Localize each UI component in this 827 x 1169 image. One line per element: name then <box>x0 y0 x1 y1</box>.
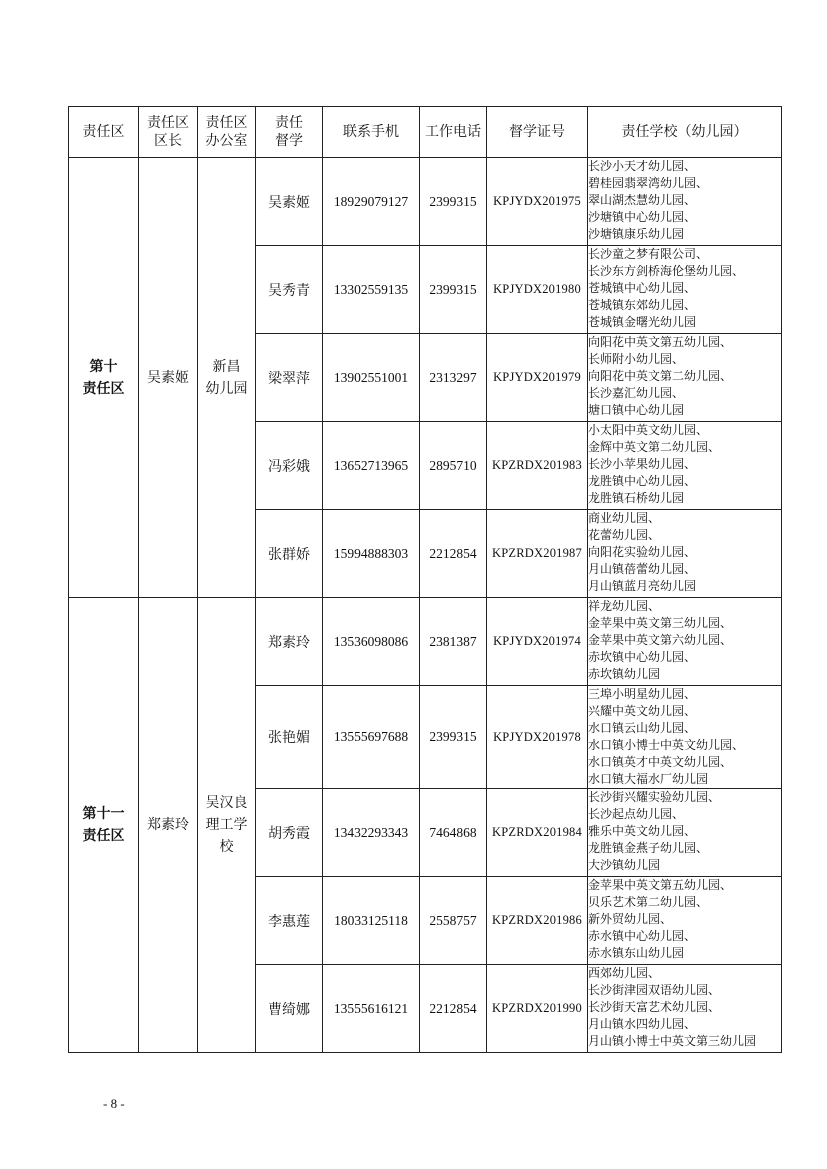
header-line: 责任区 <box>82 124 125 140</box>
school-item: 长沙街兴耀实验幼儿园、 <box>588 790 721 804</box>
supervisor-name: 郑素玲 <box>256 598 323 686</box>
school-list <box>588 789 782 877</box>
cell-line: 校 <box>219 839 234 855</box>
certificate-number: KPJYDX201978 <box>487 686 588 789</box>
school-item: 大沙镇幼儿园 <box>588 858 661 872</box>
school-list <box>588 246 782 334</box>
supervisor-name: 张群娇 <box>256 510 323 598</box>
header-cert <box>487 107 588 158</box>
supervisor-name: 吴素姬 <box>256 158 323 246</box>
table-row <box>69 158 782 246</box>
school-list <box>588 422 782 510</box>
table-row <box>69 598 782 686</box>
school-list <box>588 965 782 1053</box>
certificate-number: KPZRDX201986 <box>487 877 588 965</box>
school-item: 龙胜镇中心幼儿园、 <box>588 474 697 488</box>
school-item: 月山镇蓓蕾幼儿园、 <box>588 562 697 576</box>
mobile-number: 13652713965 <box>323 422 420 510</box>
mobile-number: 13902551001 <box>323 334 420 422</box>
school-list <box>588 686 782 789</box>
certificate-number: KPJYDX201980 <box>487 246 588 334</box>
school-item: 向阳花实验幼儿园、 <box>588 545 697 559</box>
school-item: 月山镇水四幼儿园、 <box>588 1017 697 1031</box>
work-phone: 2212854 <box>420 965 487 1053</box>
work-phone: 7464868 <box>420 789 487 877</box>
school-item: 长沙小天才幼儿园、 <box>588 159 697 173</box>
header-schools <box>588 107 782 158</box>
school-item: 长沙街津园双语幼儿园、 <box>588 983 721 997</box>
school-item: 贝乐艺术第二幼儿园、 <box>588 895 709 909</box>
supervisor-name: 张艳媚 <box>256 686 323 789</box>
cell-line: 第十一 <box>82 806 125 822</box>
header-mobile <box>323 107 420 158</box>
supervisor-name: 吴秀青 <box>256 246 323 334</box>
school-item: 三埠小明星幼儿园、 <box>588 687 697 701</box>
school-item: 龙胜镇石桥幼儿园 <box>588 491 685 505</box>
school-list <box>588 877 782 965</box>
header-tel <box>420 107 487 158</box>
mobile-number: 15994888303 <box>323 510 420 598</box>
certificate-number: KPJYDX201979 <box>487 334 588 422</box>
header-leader <box>139 107 198 158</box>
school-item: 长师附小幼儿园、 <box>588 352 685 366</box>
school-item: 商业幼儿园、 <box>588 511 661 525</box>
mobile-number: 13555616121 <box>323 965 420 1053</box>
school-item: 金苹果中英文第五幼儿园、 <box>588 878 733 892</box>
header-line: 责任区 <box>205 115 248 131</box>
school-item: 长沙童之梦有限公司、 <box>588 247 709 261</box>
school-item: 月山镇小博士中英文第三幼儿园 <box>588 1034 757 1048</box>
school-list <box>588 334 782 422</box>
header-line: 联系手机 <box>343 124 399 140</box>
header-line: 责任 <box>275 115 303 131</box>
header-region <box>69 107 139 158</box>
mobile-number: 13536098086 <box>323 598 420 686</box>
school-item: 赤坎镇中心幼儿园、 <box>588 650 697 664</box>
header-line: 督学 <box>275 133 303 149</box>
school-item: 月山镇蓝月亮幼儿园 <box>588 579 697 593</box>
school-item: 龙胜镇金燕子幼儿园、 <box>588 841 709 855</box>
work-phone: 2558757 <box>420 877 487 965</box>
header-row <box>69 107 782 158</box>
cell-line: 吴汉良 <box>205 795 248 811</box>
supervisor-name: 李惠莲 <box>256 877 323 965</box>
school-item: 碧桂园翡翠湾幼儿园、 <box>588 176 709 190</box>
header-line: 工作电话 <box>425 124 481 140</box>
school-item: 金苹果中英文第六幼儿园、 <box>588 633 733 647</box>
school-item: 沙塘镇康乐幼儿园 <box>588 227 685 241</box>
certificate-number: KPJYDX201975 <box>487 158 588 246</box>
school-item: 金苹果中英文第三幼儿园、 <box>588 616 733 630</box>
certificate-number: KPZRDX201984 <box>487 789 588 877</box>
header-line: 区长 <box>154 133 182 149</box>
school-item: 长沙起点幼儿园、 <box>588 807 685 821</box>
school-item: 水口镇云山幼儿园、 <box>588 721 697 735</box>
school-item: 水口镇英才中英文幼儿园、 <box>588 755 733 769</box>
supervisor-name: 冯彩娥 <box>256 422 323 510</box>
cell-line: 吴素姬 <box>147 369 189 386</box>
cell-line: 幼儿园 <box>205 380 248 397</box>
school-item: 向阳花中英文第二幼儿园、 <box>588 369 733 383</box>
school-item: 赤坎镇幼儿园 <box>588 667 661 681</box>
school-item: 长沙东方剑桥海伦堡幼儿园、 <box>588 264 745 278</box>
school-item: 赤水镇中心幼儿园、 <box>588 929 697 943</box>
school-item: 花蕾幼儿园、 <box>588 528 661 542</box>
school-item: 翠山湖杰慧幼儿园、 <box>588 193 697 207</box>
work-phone: 2313297 <box>420 334 487 422</box>
school-item: 金辉中英文第二幼儿园、 <box>588 440 721 454</box>
cell-line: 责任区 <box>82 380 125 397</box>
school-item: 小太阳中英文幼儿园、 <box>588 423 709 437</box>
school-item: 西郊幼儿园、 <box>588 966 661 980</box>
cell-line: 第十 <box>89 358 118 375</box>
region-cell <box>69 158 139 598</box>
mobile-number: 18033125118 <box>323 877 420 965</box>
work-phone: 2399315 <box>420 158 487 246</box>
office-cell <box>198 598 256 1053</box>
work-phone: 2381387 <box>420 598 487 686</box>
header-line: 责任区 <box>147 115 189 131</box>
work-phone: 2212854 <box>420 510 487 598</box>
duty-table <box>68 106 782 1053</box>
school-item: 兴耀中英文幼儿园、 <box>588 704 697 718</box>
header-line: 督学证号 <box>509 124 565 140</box>
school-list <box>588 158 782 246</box>
leader-cell <box>139 158 198 598</box>
school-item: 长沙小苹果幼儿园、 <box>588 457 697 471</box>
school-item: 塘口镇中心幼儿园 <box>588 403 685 417</box>
page-number: - 8 - <box>103 1096 125 1111</box>
work-phone: 2895710 <box>420 422 487 510</box>
school-item: 长沙嘉汇幼儿园、 <box>588 386 685 400</box>
office-cell <box>198 158 256 598</box>
school-item: 苍城镇金曙光幼儿园 <box>588 315 697 329</box>
header-supervisor <box>256 107 323 158</box>
school-item: 赤水镇东山幼儿园 <box>588 946 685 960</box>
header-office <box>198 107 256 158</box>
header-line: 责任学校（幼儿园） <box>621 124 748 140</box>
supervisor-name: 曹绮娜 <box>256 965 323 1053</box>
work-phone: 2399315 <box>420 686 487 789</box>
supervisor-name: 梁翠萍 <box>256 334 323 422</box>
cell-line: 理工学 <box>205 817 248 833</box>
certificate-number: KPZRDX201987 <box>487 510 588 598</box>
leader-cell <box>139 598 198 1053</box>
mobile-number: 18929079127 <box>323 158 420 246</box>
school-item: 水口镇小博士中英文幼儿园、 <box>588 738 745 752</box>
school-item: 苍城镇东郊幼儿园、 <box>588 298 697 312</box>
region-cell <box>69 598 139 1053</box>
school-list <box>588 598 782 686</box>
school-item: 雅乐中英文幼儿园、 <box>588 824 697 838</box>
school-item: 长沙街天富艺术幼儿园、 <box>588 1000 721 1014</box>
school-item: 苍城镇中心幼儿园、 <box>588 281 697 295</box>
certificate-number: KPZRDX201983 <box>487 422 588 510</box>
supervisor-name: 胡秀霞 <box>256 789 323 877</box>
cell-line: 责任区 <box>82 828 125 844</box>
work-phone: 2399315 <box>420 246 487 334</box>
mobile-number: 13302559135 <box>323 246 420 334</box>
school-item: 新外贸幼儿园、 <box>588 912 673 926</box>
mobile-number: 13432293343 <box>323 789 420 877</box>
school-item: 水口镇大福水厂幼儿园 <box>588 772 709 786</box>
school-item: 沙塘镇中心幼儿园、 <box>588 210 697 224</box>
cell-line: 郑素玲 <box>147 817 189 833</box>
school-list <box>588 510 782 598</box>
certificate-number: KPZRDX201990 <box>487 965 588 1053</box>
school-item: 祥龙幼儿园、 <box>588 599 661 613</box>
mobile-number: 13555697688 <box>323 686 420 789</box>
header-line: 办公室 <box>205 133 248 149</box>
cell-line: 新昌 <box>212 358 241 375</box>
certificate-number: KPJYDX201974 <box>487 598 588 686</box>
school-item: 向阳花中英文第五幼儿园、 <box>588 335 733 349</box>
